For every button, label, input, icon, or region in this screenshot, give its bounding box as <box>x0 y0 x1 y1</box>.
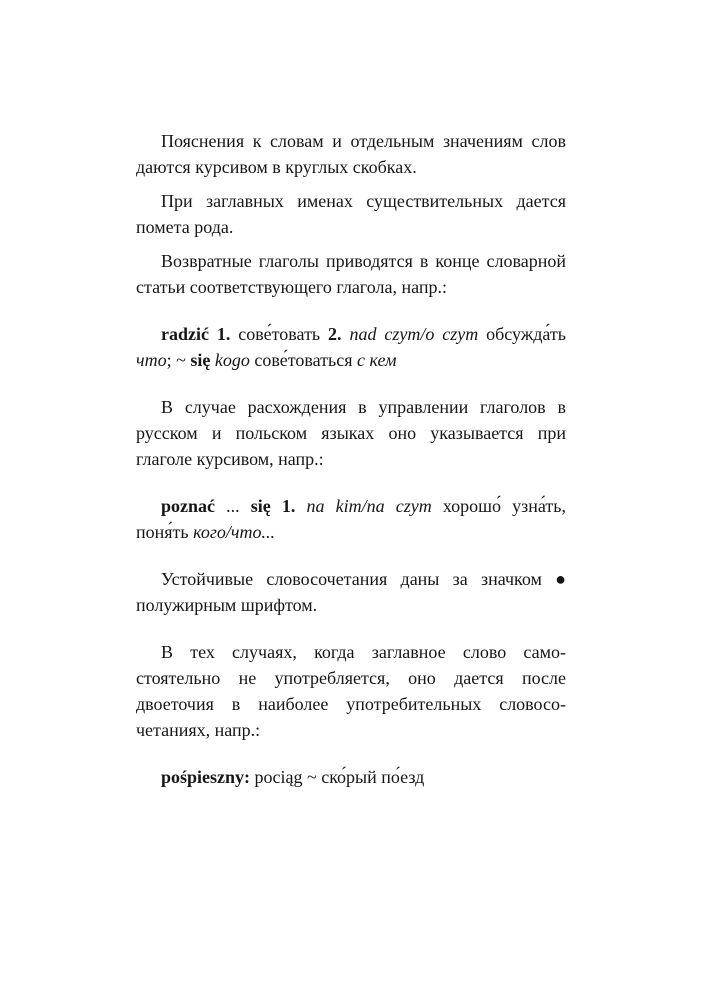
text-run: ... <box>226 496 251 516</box>
example-radzic <box>136 321 566 373</box>
para-gender-note <box>136 188 566 240</box>
example-poznac <box>136 493 566 545</box>
text-run: хорошо́ узна́ть, поня́ть <box>136 496 566 542</box>
text-run: pociąg ~ ско́рый по́езд <box>254 767 425 787</box>
para-cursive-explanations <box>136 128 566 180</box>
text-run: kogo <box>214 350 255 370</box>
text-run: сове́товать <box>238 324 329 344</box>
text-run: Возвратные глаголы приводятся в конце словарной статьи соответствующего глагола, напр.: <box>136 251 566 297</box>
text-run: полужирным шрифтом. <box>136 595 318 615</box>
text-run: się 1. <box>250 496 307 516</box>
text-run: poznać <box>161 496 227 516</box>
text-block <box>136 128 566 790</box>
bullet-marker-icon: ● <box>555 569 566 589</box>
para-reflexive-verbs <box>136 248 566 300</box>
para-set-phrases-bullet <box>136 566 566 618</box>
para-government-divergence <box>136 394 566 472</box>
text-run: с кем <box>356 350 397 370</box>
text-run: Пояснения к словам и отдельным значениям слов даются курсивом в круглых скобках. <box>136 131 566 177</box>
text-run: кого/что... <box>193 522 275 542</box>
text-run: обсужда́ть <box>486 324 566 344</box>
text-run: radzić 1. <box>161 324 239 344</box>
text-run: В случае расхождения в управлении глаголов в русском и польском языках оно указывается при глаголе курсивом, напр.: <box>136 397 566 469</box>
text-run: na kim/na czym <box>306 496 443 516</box>
text-run: что <box>136 350 167 370</box>
text-run: При заглавных именах существительных дается помета рода. <box>136 191 566 237</box>
text-run: В тех случаях, когда заглавное слово самостоятельно не употребляется, оно дается после двоеточия в наиболее употребительных словосочетаниях, напр.: <box>136 642 566 740</box>
text-run: сове́товаться <box>254 350 357 370</box>
text-run: Устойчивые словосочетания даны за значком <box>161 569 556 589</box>
para-headword-colon-usage <box>136 639 566 743</box>
text-run: ; ~ <box>166 350 191 370</box>
text-run: 2. <box>328 324 350 344</box>
text-run: się <box>190 350 215 370</box>
text-run: nad czym/o czym <box>349 324 487 344</box>
text-run: pośpieszny: <box>161 767 255 787</box>
example-pospieszny <box>136 764 566 790</box>
